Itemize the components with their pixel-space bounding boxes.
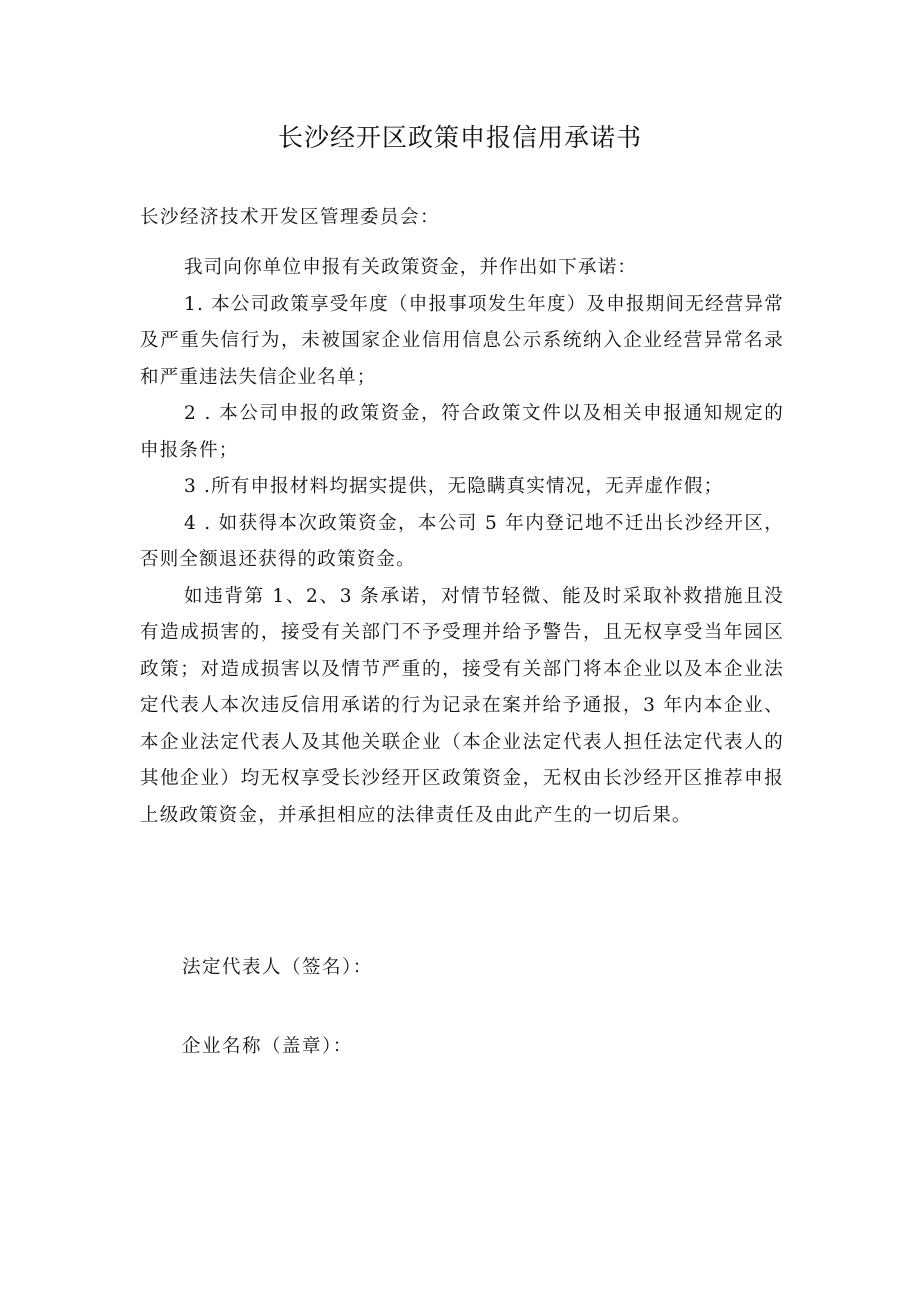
document-body [140,250,784,834]
commitment-item-4: 4 . 如获得本次政策资金，本公司 5 年内登记地不迁出长沙经开区，否则全额退还获得的政策资金。 [140,512,784,570]
intro-paragraph: 我司向你单位申报有关政策资金，并作出如下承诺： [184,257,638,278]
commitment-item-3: 3 .所有申报材料均据实提供，无隐瞒真实情况，无弄虚作假； [184,476,724,497]
commitment-item-2: 2 . 本公司申报的政策资金，符合政策文件以及相关申报通知规定的申报条件； [140,403,784,461]
salutation: 长沙经济技术开发区管理委员会： [140,207,441,228]
document-title: 长沙经开区政策申报信用承诺书 [277,123,642,152]
legal-representative-signature-label: 法定代表人（签名）： [182,957,373,978]
commitment-item-1: 1. 本公司政策享受年度（申报事项发生年度）及申报期间无经营异常及严重失信行为，未被国家企业信用信息公示系统纳入企业经营异常名录和严重违法失信企业名单； [140,293,784,388]
company-seal-label: 企业名称（盖章）： [182,1036,353,1057]
violation-clause-paragraph: 如违背第 1、2、3 条承诺，对情节轻微、能及时采取补救措施且没有造成损害的，接受有关部门不予受理并给予警告，且无权享受当年园区政策；对造成损害以及情节严重的，接受有关部门将本企业以及本企业法定代表人本次违反信用承诺的行为记录在案并给予通报，3 年内本企业、本企业法定代表人及其他关联企业（本企业法定代表人担任法定代表人的其他企业）均无权享受长沙经开区政策资金，无权由长沙经开区推荐申报上级政策资金，并承担相应的法律责任及由此产生的一切后果。 [140,585,784,826]
